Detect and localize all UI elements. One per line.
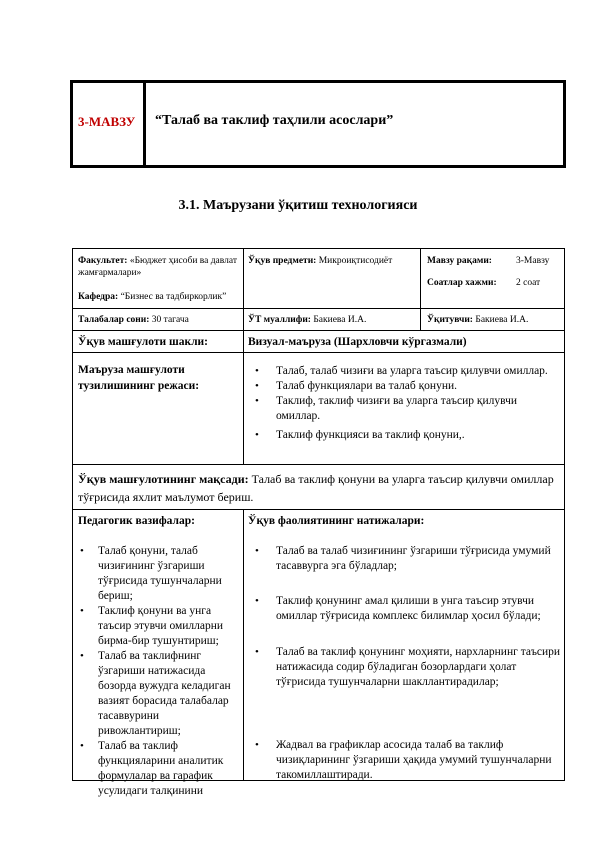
teacher-info: Ўқитувчи: Бакиева И.А. [427,315,529,325]
list-item: • Талаб функциялари ва талаб қонуни. [255,380,458,392]
subject-info: Ўқув предмети: Микроиқтисодиёт [248,256,393,266]
form-value: Визуал-маъруза (Шархловчи кўргазмали) [248,336,467,348]
topic-title: “Талаб ва таклиф таҳлили асослари” [155,113,394,128]
list-item: • Таклиф функцияси ва таклиф қонуни,. [255,429,465,441]
results-item-2: • Таклиф қонунинг амал қилиши в унга таъсир этувчи омиллар тўғрисида комплекс билимлар ҳосил бўлади; [255,595,541,622]
section-title: 3.1. Маърузани ўқитиш технологияси [178,198,418,213]
plan-label: Маъруза машғулоти тузилишининг режаси: [78,364,200,392]
header-divider [143,80,146,168]
topic-number: 3-МАВЗУ [78,114,136,129]
results-label: Ўқув фаолиятининг натижалари: [248,515,425,527]
tasks-list [80,544,240,799]
department-info: Кафедра: “Бизнес ва тадбиркорлик” [78,292,227,302]
students-info: Талабалар сони: 30 тагача [78,315,189,325]
list-item: • Таклиф, таклиф чизиғи ва уларга таъсир қилувчи омиллар. [255,395,518,422]
list-item: • Талаб, талаб чизиғи ва уларга таъсир қилувчи омиллар. [255,365,548,377]
tasks-label: Педагогик вазифалар: [78,515,195,527]
results-item-4: • Жадвал ва графиклар асосида талаб ва таклиф чизиқларининг ўзгариши ҳақида умумий тушунчаларни такомиллаштиради. [255,739,552,781]
hours-value: 2 соат [516,278,541,288]
goal-text: Ўқув машғулотининг мақсади: Талаб ва таклиф қонуни ва уларга таъсир қилувчи омиллар тўғрисида яхлит маълумот бериш. [78,472,554,504]
list-item: • Талаб ва таклиф функцияларини аналитик формулалар ва гарафик усулидаги талқинини [80,740,224,797]
results-item-1: • Талаб ва талаб чизиғининг ўзгариши тўғрисида умумий тасаввурга эга бўладлар; [255,545,551,572]
author-info: ЎТ муаллифи: Бакиева И.А. [248,315,367,325]
topic-no-label: Мавзу рақами: [427,256,492,266]
hours-label: Соатлар хажми: [427,278,497,288]
faculty-info: Факультет: «Бюджет ҳисоби ва давлат жамғармалари» [78,256,237,278]
results-item-3: • Талаб ва таклиф қонунинг моҳияти, нархларнинг таъсири натижасида содир бўладиган бозорлардаги ҳолат тўғрисида тушунчаларни шакллантирадилар; [255,646,561,688]
list-item: • Талаб ва таклифнинг ўзгариши натижасида бозорда вужудга келадиган вазият борасида талабалар тасаввурини ривожлантириш; [80,650,231,737]
topic-no-value: 3-Мавзу [516,256,550,266]
form-label: Ўқув машғулоти шакли: [78,336,208,348]
list-item: • Таклиф қонуни ва унга таъсир этувчи омилларни бирма-бир тушунтириш; [80,605,224,647]
plan-list [255,364,555,443]
list-item: • Талаб қонуни, талаб чизиғининг ўзгариши тўғрисида тушунчаларни бериш; [80,545,222,602]
